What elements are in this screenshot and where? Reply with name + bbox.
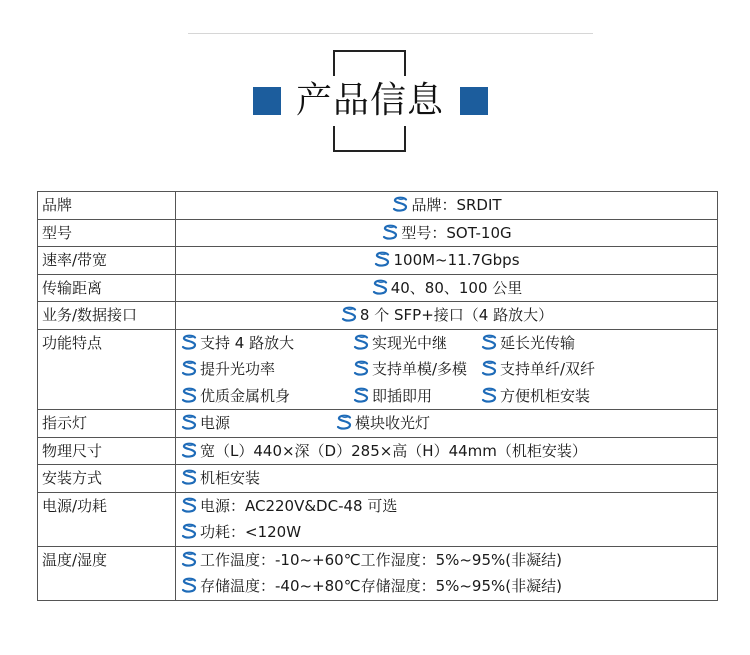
feature-text: 支持 4 路放大 [200, 333, 295, 352]
spec-label: 指示灯 [38, 410, 176, 438]
spec-label: 品牌 [38, 192, 176, 220]
feature-item [180, 383, 352, 410]
environment-text: 工作温度：-10~+60℃工作湿度：5%~95%(非凝结) [200, 550, 562, 569]
feature-item [352, 356, 480, 383]
srdit-s-logo-icon [352, 386, 371, 403]
indicator-list [180, 410, 713, 437]
spec-label: 型号 [38, 219, 176, 247]
srdit-s-logo-icon [180, 359, 199, 376]
spec-label: 安装方式 [38, 465, 176, 493]
feature-grid [180, 330, 713, 410]
srdit-s-logo-icon [480, 386, 499, 403]
spec-value [176, 465, 718, 493]
page-title: 产品信息 [295, 80, 444, 121]
feature-item [352, 383, 480, 410]
top-divider [188, 33, 593, 34]
srdit-s-logo-icon [381, 223, 400, 240]
indicator-text: 模块收光灯 [355, 414, 431, 432]
feature-text: 优质金属机身 [200, 386, 291, 405]
environment-line [180, 547, 713, 574]
table-row [38, 219, 718, 247]
spec-label: 速率/带宽 [38, 247, 176, 275]
srdit-s-logo-icon [180, 576, 199, 593]
spec-value [176, 302, 718, 330]
spec-value-text: 8 个 SFP+接口（4 路放大） [359, 306, 554, 324]
table-row [38, 437, 718, 465]
spec-value-text: 40、80、100 公里 [390, 278, 523, 297]
power-line [180, 493, 713, 520]
srdit-s-logo-icon [373, 250, 392, 267]
title-square-right [460, 87, 488, 115]
feature-item [180, 330, 352, 357]
srdit-s-logo-icon [180, 550, 199, 567]
srdit-s-logo-icon [352, 333, 371, 350]
power-text: 功耗：<120W [200, 523, 302, 541]
feature-text: 实现光中继 [372, 333, 448, 352]
feature-text: 支持单纤/双纤 [500, 360, 596, 378]
spec-value-text: 100M~11.7Gbps [393, 251, 520, 269]
srdit-s-logo-icon [180, 468, 199, 485]
spec-value [176, 329, 718, 410]
feature-text: 方便机柜安装 [500, 386, 591, 405]
srdit-s-logo-icon [180, 522, 199, 539]
srdit-s-logo-icon [371, 278, 390, 295]
srdit-s-logo-icon [352, 359, 371, 376]
spec-value-text: 机柜安装 [200, 469, 261, 487]
spec-value [176, 492, 718, 546]
table-row [38, 192, 718, 220]
table-row [38, 465, 718, 493]
spec-value [176, 192, 718, 220]
srdit-s-logo-icon [180, 413, 199, 430]
srdit-s-logo-icon [335, 413, 354, 430]
spec-value [176, 219, 718, 247]
spec-value [176, 546, 718, 600]
table-row [38, 247, 718, 275]
spec-value [176, 274, 718, 302]
spec-value [176, 247, 718, 275]
srdit-s-logo-icon [480, 359, 499, 376]
spec-label: 业务/数据接口 [38, 302, 176, 330]
feature-item [480, 330, 620, 357]
feature-item [352, 330, 480, 357]
feature-text: 提升光功率 [200, 360, 276, 378]
title-square-left [253, 87, 281, 115]
spec-value-text: 型号：SOT-10G [401, 223, 512, 242]
feature-item [180, 356, 352, 383]
srdit-s-logo-icon [180, 496, 199, 513]
indicator-item [335, 410, 490, 437]
srdit-s-logo-icon [180, 441, 199, 458]
power-text: 电源：AC220V&DC-48 可选 [200, 496, 398, 515]
spec-label: 功能特点 [38, 329, 176, 410]
table-row [38, 302, 718, 330]
table-row [38, 410, 718, 438]
spec-label: 物理尺寸 [38, 437, 176, 465]
table-row [38, 492, 718, 546]
spec-value-text: 宽（L）440×深（D）285×高（H）44mm（机柜安装） [200, 441, 587, 460]
spec-label: 传输距离 [38, 274, 176, 302]
spec-value-text: 品牌：SRDIT [411, 196, 502, 214]
feature-text: 延长光传输 [500, 333, 576, 352]
table-row [38, 329, 718, 410]
srdit-s-logo-icon [480, 333, 499, 350]
indicator-text: 电源 [200, 414, 231, 432]
spec-value [176, 410, 718, 438]
feature-text: 支持单模/多模 [372, 360, 468, 378]
power-line [180, 519, 713, 546]
table-row [38, 274, 718, 302]
feature-item [480, 356, 620, 383]
srdit-s-logo-icon [180, 386, 199, 403]
environment-line [180, 573, 713, 600]
spec-value [176, 437, 718, 465]
feature-text: 即插即用 [372, 386, 433, 405]
srdit-s-logo-icon [391, 195, 410, 212]
environment-text: 存储温度：-40~+80℃存储湿度：5%~95%(非凝结) [200, 577, 562, 595]
srdit-s-logo-icon [340, 305, 359, 322]
spec-label: 温度/湿度 [38, 546, 176, 600]
feature-item [480, 383, 620, 410]
spec-table [37, 191, 718, 601]
srdit-s-logo-icon [180, 333, 199, 350]
spec-label: 电源/功耗 [38, 492, 176, 546]
table-row [38, 546, 718, 600]
indicator-item [180, 410, 335, 437]
